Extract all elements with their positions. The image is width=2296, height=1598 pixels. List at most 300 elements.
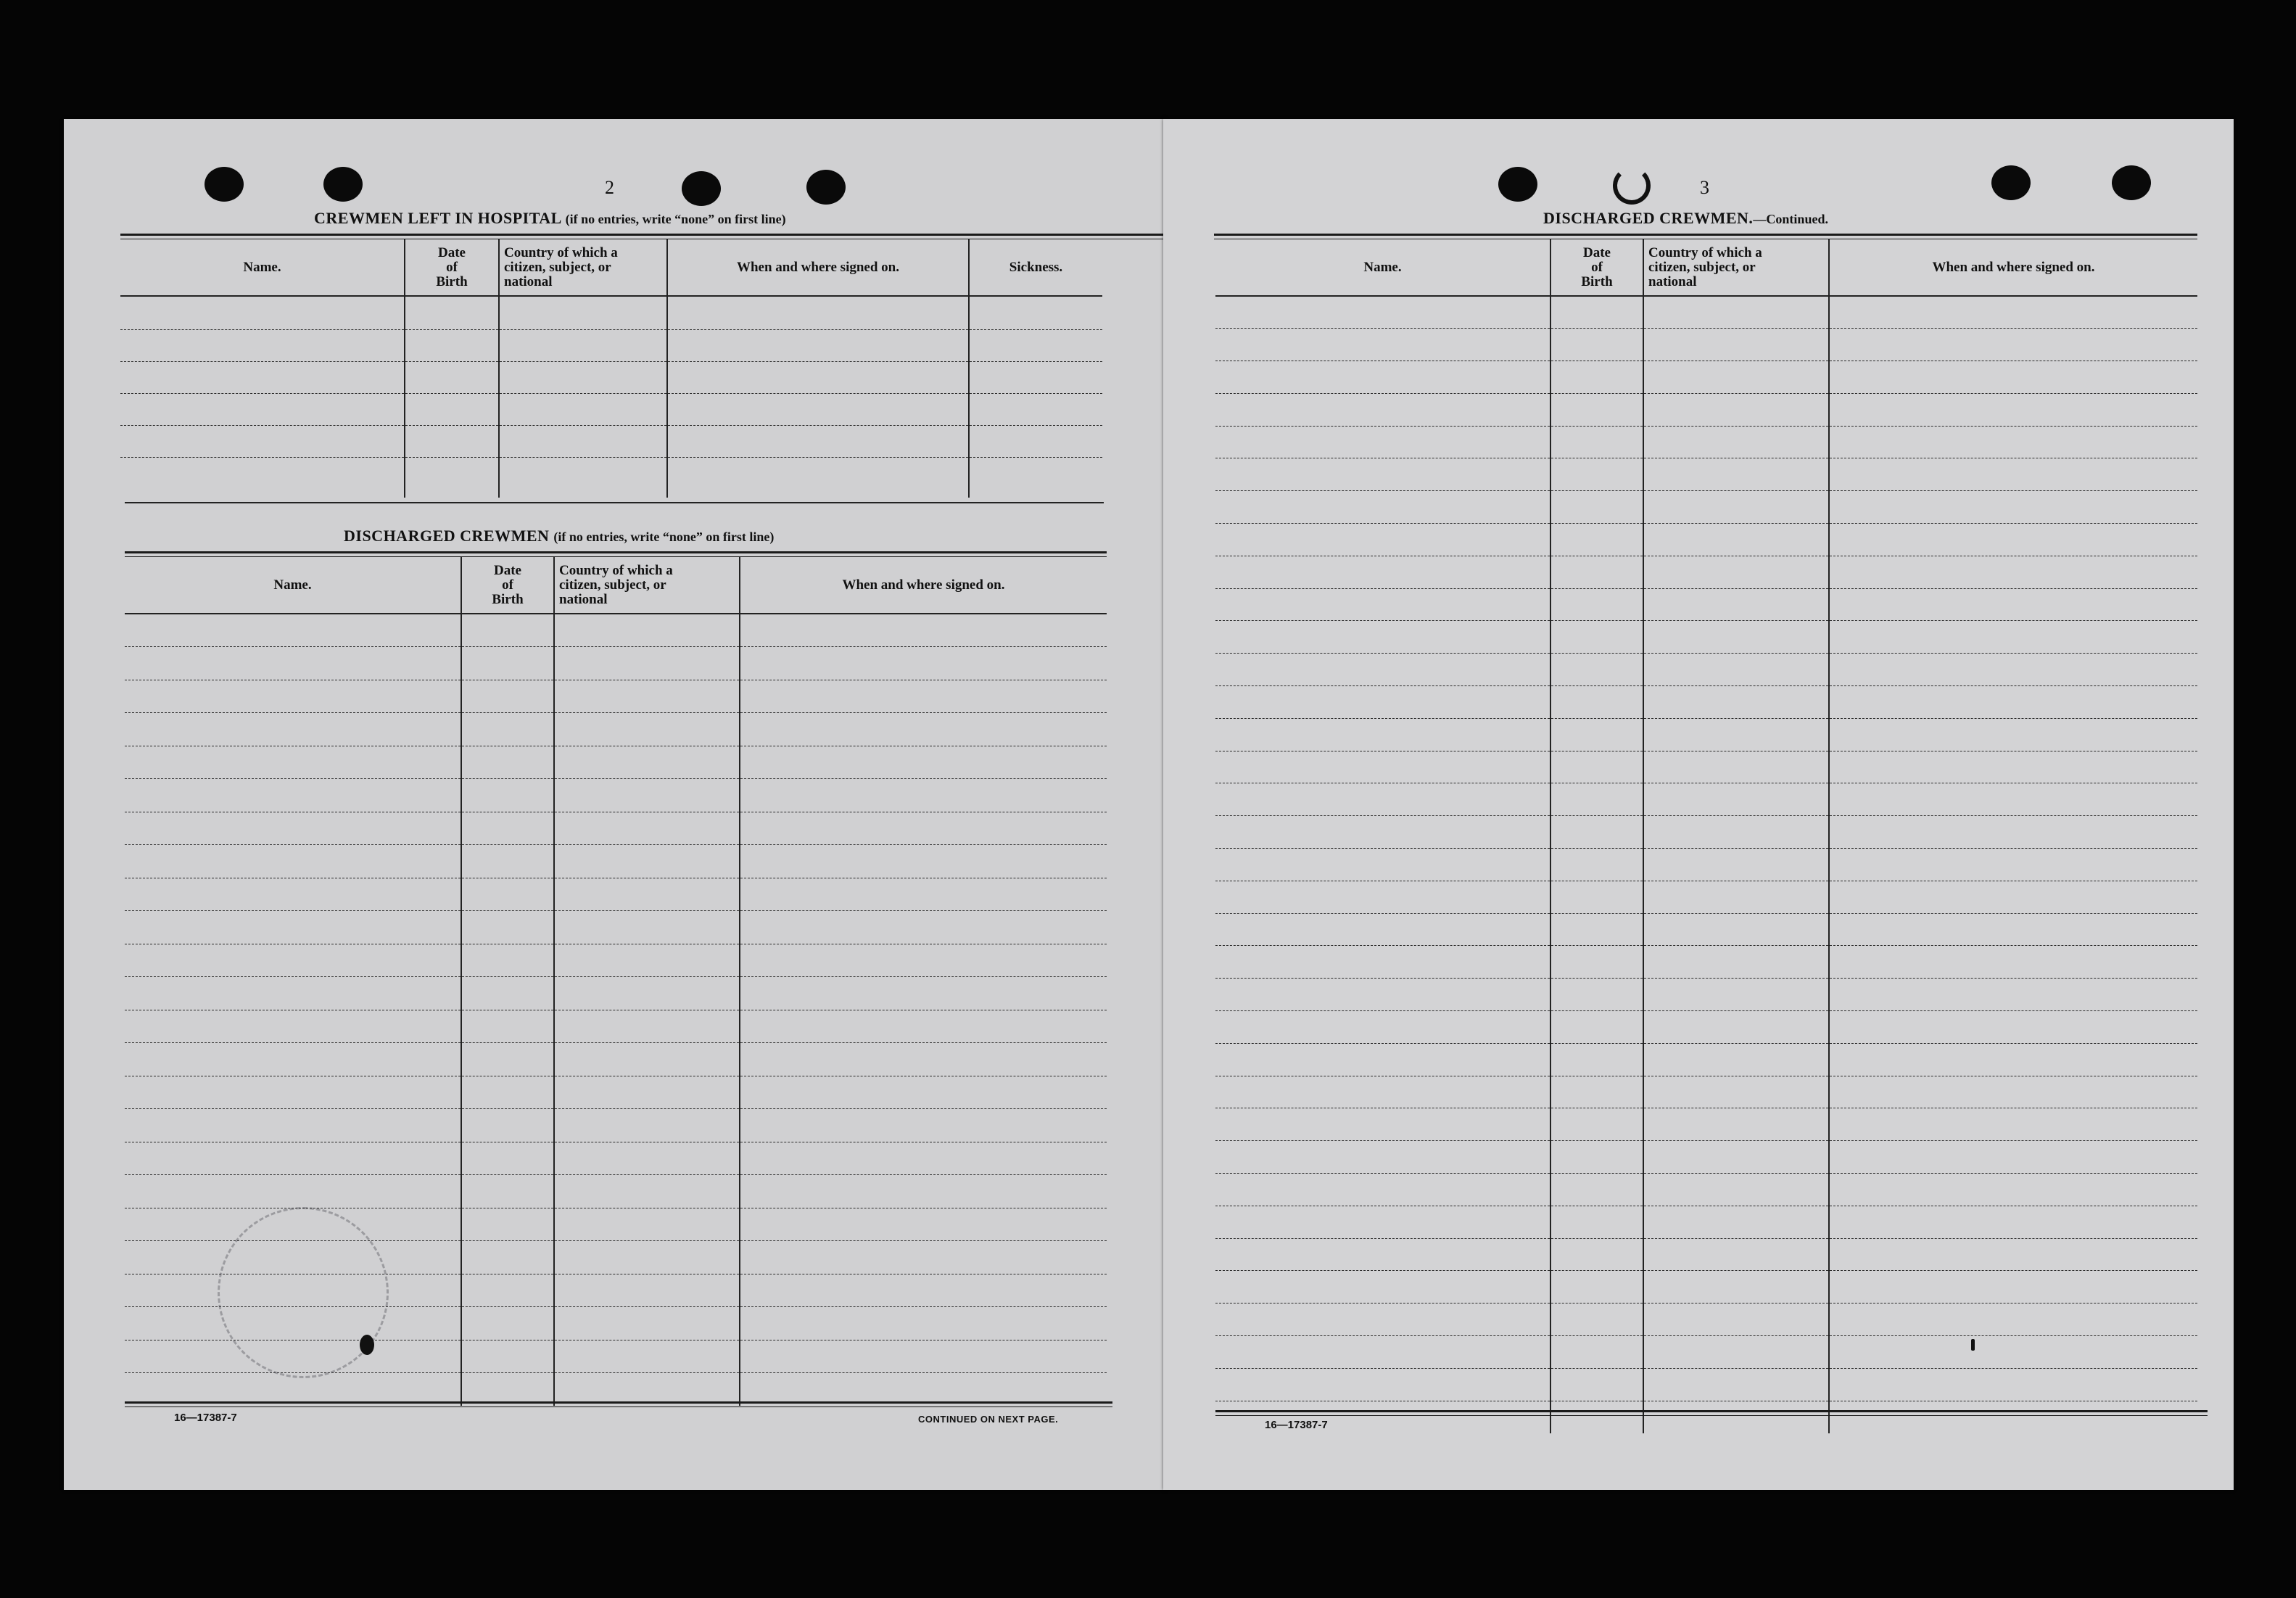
table-cell xyxy=(1215,783,1550,816)
table-cell xyxy=(1829,654,2197,686)
header-country: Country of which a citizen, subject, or national xyxy=(554,557,740,614)
table-cell xyxy=(461,1043,554,1076)
table-cell xyxy=(554,647,740,680)
table-cell xyxy=(125,812,461,845)
table-cell xyxy=(1643,913,1829,946)
table-cell xyxy=(461,878,554,911)
table-cell xyxy=(1550,1271,1643,1303)
table-cell xyxy=(1643,654,1829,686)
table-cell xyxy=(1643,361,1829,394)
table-cell xyxy=(1643,458,1829,491)
table-row xyxy=(1215,718,2197,751)
table-row xyxy=(1215,979,2197,1011)
table-cell xyxy=(1643,1368,1829,1401)
table-row xyxy=(125,1010,1107,1043)
table-cell xyxy=(1829,1238,2197,1271)
table-cell xyxy=(740,1010,1107,1043)
table-cell xyxy=(1643,491,1829,524)
table-cell xyxy=(1643,849,1829,881)
table-row xyxy=(125,779,1107,812)
table-cell xyxy=(1643,979,1829,1011)
table-cell xyxy=(1550,556,1643,588)
table-cell xyxy=(1215,816,1550,849)
table-cell xyxy=(461,680,554,713)
table-cell xyxy=(740,614,1107,647)
table-cell xyxy=(1215,979,1550,1011)
table-cell xyxy=(1829,556,2197,588)
table-cell xyxy=(1215,913,1550,946)
table-row xyxy=(125,911,1107,944)
table-cell xyxy=(1550,524,1643,556)
table-cell xyxy=(1215,621,1550,654)
table-cell xyxy=(1643,1174,1829,1206)
table-row xyxy=(1215,1011,2197,1044)
table-cell xyxy=(740,746,1107,779)
table-cell xyxy=(740,812,1107,845)
table-cell xyxy=(125,911,461,944)
table-cell xyxy=(1550,329,1643,361)
page-number: 3 xyxy=(1700,177,1709,198)
table-cell xyxy=(740,647,1107,680)
header-country: Country of which a citizen, subject, or national xyxy=(499,239,667,296)
table-cell xyxy=(461,1076,554,1109)
table-cell xyxy=(1829,1076,2197,1108)
table-cell xyxy=(1550,686,1643,719)
table-cell xyxy=(1550,1238,1643,1271)
table-cell xyxy=(1550,913,1643,946)
table-cell xyxy=(554,812,740,845)
table-cell xyxy=(1215,1368,1550,1401)
table-cell xyxy=(1550,881,1643,913)
header-when-where-signed: When and where signed on. xyxy=(667,239,969,296)
table-cell xyxy=(1829,296,2197,329)
table-cell xyxy=(740,680,1107,713)
table-cell xyxy=(740,977,1107,1010)
table-cell xyxy=(1829,588,2197,621)
punch-hole xyxy=(682,171,721,206)
table-row xyxy=(125,1043,1107,1076)
punch-hole xyxy=(1991,165,2031,200)
table-cell xyxy=(1643,1011,1829,1044)
table-cell xyxy=(1829,458,2197,491)
discharged-title: DISCHARGED CREWMEN. xyxy=(1543,209,1754,227)
page-number: 2 xyxy=(605,177,614,198)
table-cell xyxy=(1215,1141,1550,1174)
table-row xyxy=(1215,849,2197,881)
table-cell xyxy=(1643,621,1829,654)
table-cell xyxy=(1215,393,1550,426)
table-cell xyxy=(554,911,740,944)
table-row xyxy=(125,746,1107,779)
table-cell xyxy=(554,1241,740,1274)
table-cell xyxy=(1550,946,1643,979)
table-cell xyxy=(1829,783,2197,816)
punch-hole-partial xyxy=(1613,167,1651,205)
table-row xyxy=(1215,881,2197,913)
table-cell xyxy=(1643,816,1829,849)
table-cell xyxy=(1829,1303,2197,1336)
table-row xyxy=(1215,1108,2197,1141)
punch-hole xyxy=(2112,165,2151,200)
header-name: Name. xyxy=(1215,239,1550,296)
table-cell xyxy=(1829,361,2197,394)
table-cell xyxy=(1215,1043,1550,1076)
form-code: 16—17387-7 xyxy=(174,1412,237,1424)
table-cell xyxy=(1215,458,1550,491)
table-row xyxy=(1215,1043,2197,1076)
table-cell xyxy=(461,1241,554,1274)
table-cell xyxy=(1550,718,1643,751)
table-row xyxy=(1215,361,2197,394)
form-code: 16—17387-7 xyxy=(1265,1419,1328,1431)
table-row xyxy=(1215,783,2197,816)
table-cell xyxy=(554,845,740,878)
table-cell xyxy=(1215,426,1550,458)
discharged-continued-rows xyxy=(1215,296,2197,1433)
table-cell xyxy=(461,1208,554,1241)
table-row xyxy=(125,713,1107,746)
table-cell xyxy=(554,713,740,746)
punch-hole xyxy=(806,170,846,205)
table-cell xyxy=(1550,491,1643,524)
table-cell xyxy=(1550,1108,1643,1141)
table-cell xyxy=(1215,588,1550,621)
table-cell xyxy=(1643,946,1829,979)
table-cell xyxy=(554,746,740,779)
table-cell xyxy=(125,713,461,746)
table-cell xyxy=(125,647,461,680)
table-row xyxy=(1215,1141,2197,1174)
table-cell xyxy=(1643,588,1829,621)
table-cell xyxy=(740,1043,1107,1076)
header-name: Name. xyxy=(120,239,405,296)
table-cell xyxy=(461,1175,554,1208)
table-row xyxy=(1215,296,2197,329)
table-cell xyxy=(461,746,554,779)
table-row xyxy=(125,944,1107,977)
table-cell xyxy=(1643,1303,1829,1336)
table-cell xyxy=(1829,393,2197,426)
table-cell xyxy=(1215,1011,1550,1044)
table-cell xyxy=(1550,1174,1643,1206)
table-cell xyxy=(554,944,740,977)
table-row xyxy=(1215,1368,2197,1401)
ink-mark xyxy=(360,1335,374,1355)
table-cell xyxy=(554,1043,740,1076)
discharged-section-title xyxy=(344,527,774,545)
table-cell xyxy=(461,1340,554,1373)
table-row xyxy=(125,1109,1107,1142)
table-cell xyxy=(1215,1303,1550,1336)
form-page-3 xyxy=(1163,119,2234,1490)
table-cell xyxy=(1215,1271,1550,1303)
table-cell xyxy=(125,1043,461,1076)
table-cell xyxy=(1829,881,2197,913)
table-cell xyxy=(1215,556,1550,588)
table-cell xyxy=(1550,1141,1643,1174)
table-cell xyxy=(554,1340,740,1373)
table-cell xyxy=(740,1307,1107,1340)
table-row xyxy=(125,977,1107,1010)
table-cell xyxy=(554,1076,740,1109)
table-cell xyxy=(554,1175,740,1208)
header-when-where-signed: When and where signed on. xyxy=(740,557,1107,614)
table-row xyxy=(1215,621,2197,654)
table-cell xyxy=(1829,426,2197,458)
section-double-rule xyxy=(125,551,1107,553)
table-cell xyxy=(1643,556,1829,588)
section-double-rule xyxy=(120,234,1166,236)
table-cell xyxy=(1550,751,1643,783)
table-cell xyxy=(1215,296,1550,329)
table-row xyxy=(125,878,1107,911)
table-cell xyxy=(1829,1271,2197,1303)
table-cell xyxy=(461,1142,554,1175)
table-cell xyxy=(1643,393,1829,426)
table-cell xyxy=(1215,881,1550,913)
discharged-continued-table xyxy=(1215,239,2197,1433)
table-cell xyxy=(1550,1206,1643,1238)
header-name: Name. xyxy=(125,557,461,614)
table-row xyxy=(125,812,1107,845)
table-cell xyxy=(1215,329,1550,361)
table-cell xyxy=(461,1109,554,1142)
table-cell xyxy=(554,680,740,713)
table-cell xyxy=(1550,849,1643,881)
header-date-of-birth: Date of Birth xyxy=(461,557,554,614)
table-cell xyxy=(125,977,461,1010)
table-cell xyxy=(1643,1108,1829,1141)
table-row xyxy=(1215,686,2197,719)
table-cell xyxy=(1643,751,1829,783)
table-cell xyxy=(1550,1368,1643,1401)
table-cell xyxy=(1643,881,1829,913)
table-cell xyxy=(461,977,554,1010)
table-cell xyxy=(1643,783,1829,816)
table-cell xyxy=(1829,686,2197,719)
table-row xyxy=(1215,1271,2197,1303)
table-row xyxy=(125,1076,1107,1109)
table-cell xyxy=(740,1208,1107,1241)
table-cell xyxy=(125,1010,461,1043)
table-cell xyxy=(1550,1011,1643,1044)
table-cell xyxy=(1215,849,1550,881)
table-cell xyxy=(554,1274,740,1307)
table-row xyxy=(1215,1238,2197,1271)
table-cell xyxy=(1215,1238,1550,1271)
table-cell xyxy=(1215,361,1550,394)
table-cell xyxy=(1829,1174,2197,1206)
table-cell xyxy=(461,812,554,845)
table-cell xyxy=(1643,1076,1829,1108)
table-row xyxy=(1215,588,2197,621)
table-bottom-rule xyxy=(125,502,1104,503)
section-double-rule xyxy=(1214,234,2197,236)
table-cell xyxy=(1550,979,1643,1011)
table-cell xyxy=(1643,1141,1829,1174)
table-cell xyxy=(1215,686,1550,719)
table-cell xyxy=(125,1175,461,1208)
table-cell xyxy=(461,1274,554,1307)
table-cell xyxy=(125,614,461,647)
table-cell xyxy=(1215,524,1550,556)
table-cell xyxy=(1550,426,1643,458)
table-row xyxy=(1215,1174,2197,1206)
table-cell xyxy=(1215,491,1550,524)
table-row xyxy=(1215,1401,2197,1433)
table-cell xyxy=(1829,1141,2197,1174)
table-row xyxy=(1215,816,2197,849)
table-cell xyxy=(1215,1336,1550,1369)
hospital-table xyxy=(120,239,1102,498)
table-row xyxy=(1215,913,2197,946)
table-cell xyxy=(1829,1206,2197,1238)
table-cell xyxy=(1829,979,2197,1011)
hospital-subtitle: (if no entries, write “none” on first line) xyxy=(565,212,786,226)
table-cell xyxy=(461,944,554,977)
table-cell xyxy=(740,1274,1107,1307)
table-cell xyxy=(1550,816,1643,849)
table-cell xyxy=(461,911,554,944)
table-cell xyxy=(740,1109,1107,1142)
table-row xyxy=(125,680,1107,713)
table-row xyxy=(1215,458,2197,491)
table-cell xyxy=(554,779,740,812)
hospital-title: CREWMEN LEFT IN HOSPITAL xyxy=(314,209,561,227)
table-cell xyxy=(461,647,554,680)
table-cell xyxy=(1643,718,1829,751)
table-row xyxy=(125,1175,1107,1208)
table-cell xyxy=(1215,751,1550,783)
table-cell xyxy=(1550,296,1643,329)
table-cell xyxy=(1550,393,1643,426)
table-cell xyxy=(461,845,554,878)
table-cell xyxy=(1643,524,1829,556)
table-cell xyxy=(1643,1238,1829,1271)
table-cell xyxy=(740,1340,1107,1373)
table-cell xyxy=(1215,1206,1550,1238)
table-cell xyxy=(461,713,554,746)
header-sickness: Sickness. xyxy=(969,239,1102,296)
table-cell xyxy=(740,878,1107,911)
table-cell xyxy=(740,944,1107,977)
table-cell xyxy=(1829,1043,2197,1076)
table-cell xyxy=(554,1208,740,1241)
header-date-of-birth: Date of Birth xyxy=(1550,239,1643,296)
table-row xyxy=(125,1142,1107,1175)
table-cell xyxy=(125,779,461,812)
table-cell xyxy=(1215,1076,1550,1108)
table-cell xyxy=(1643,1336,1829,1369)
table-row xyxy=(1215,1206,2197,1238)
continued-note: CONTINUED ON NEXT PAGE. xyxy=(918,1414,1059,1425)
table-row xyxy=(1215,556,2197,588)
punch-hole xyxy=(1498,167,1537,202)
table-row xyxy=(1215,491,2197,524)
table-cell xyxy=(1829,913,2197,946)
table-cell xyxy=(1643,686,1829,719)
discharged-continued-label: —Continued. xyxy=(1753,212,1828,226)
table-cell xyxy=(1829,329,2197,361)
table-cell xyxy=(740,779,1107,812)
table-cell xyxy=(740,1076,1107,1109)
table-cell xyxy=(125,878,461,911)
table-cell xyxy=(1643,296,1829,329)
table-cell xyxy=(740,1175,1107,1208)
table-cell xyxy=(125,1142,461,1175)
form-page-2 xyxy=(64,119,1166,1490)
table-cell xyxy=(554,1142,740,1175)
table-cell xyxy=(1829,946,2197,979)
punch-hole xyxy=(323,167,363,202)
table-row xyxy=(1215,946,2197,979)
table-cell xyxy=(1829,1401,2197,1433)
table-cell xyxy=(1643,1271,1829,1303)
table-cell xyxy=(1829,816,2197,849)
table-cell xyxy=(125,746,461,779)
table-cell xyxy=(740,1241,1107,1274)
table-cell xyxy=(1829,718,2197,751)
table-cell xyxy=(1829,524,2197,556)
table-cell xyxy=(125,680,461,713)
table-cell xyxy=(461,1010,554,1043)
hospital-section-title xyxy=(314,209,786,228)
table-cell xyxy=(554,1307,740,1340)
table-cell xyxy=(1643,426,1829,458)
table-cell xyxy=(125,1109,461,1142)
header-date-of-birth: Date of Birth xyxy=(405,239,499,296)
table-row xyxy=(1215,1303,2197,1336)
discharged-subtitle: (if no entries, write “none” on first line) xyxy=(553,530,775,544)
table-cell xyxy=(1215,1108,1550,1141)
table-row xyxy=(125,647,1107,680)
discharged-continued-title xyxy=(1543,209,1828,228)
table-cell xyxy=(1829,1108,2197,1141)
table-cell xyxy=(740,845,1107,878)
punch-hole xyxy=(205,167,244,202)
table-bottom-double-rule xyxy=(1215,1410,2208,1412)
table-row xyxy=(1215,524,2197,556)
table-cell xyxy=(740,911,1107,944)
table-row xyxy=(125,845,1107,878)
table-bottom-double-rule xyxy=(125,1401,1112,1404)
table-cell xyxy=(1829,1336,2197,1369)
table-row xyxy=(1215,329,2197,361)
table-cell xyxy=(1550,1336,1643,1369)
table-cell xyxy=(740,713,1107,746)
table-cell xyxy=(1215,654,1550,686)
table-cell xyxy=(1829,1368,2197,1401)
table-cell xyxy=(1550,1401,1643,1433)
discharged-title: DISCHARGED CREWMEN xyxy=(344,527,550,545)
table-cell xyxy=(1550,361,1643,394)
table-row xyxy=(1215,654,2197,686)
table-row xyxy=(1215,1076,2197,1108)
table-cell xyxy=(461,1307,554,1340)
table-cell xyxy=(1550,1076,1643,1108)
header-country: Country of which a citizen, subject, or national xyxy=(1643,239,1829,296)
table-cell xyxy=(1643,1043,1829,1076)
table-cell xyxy=(554,1109,740,1142)
table-cell xyxy=(1829,491,2197,524)
table-cell xyxy=(1643,1401,1829,1433)
table-cell xyxy=(1643,329,1829,361)
table-cell xyxy=(1829,751,2197,783)
table-cell xyxy=(1550,1043,1643,1076)
table-cell xyxy=(461,614,554,647)
table-cell xyxy=(1829,621,2197,654)
table-row xyxy=(1215,393,2197,426)
